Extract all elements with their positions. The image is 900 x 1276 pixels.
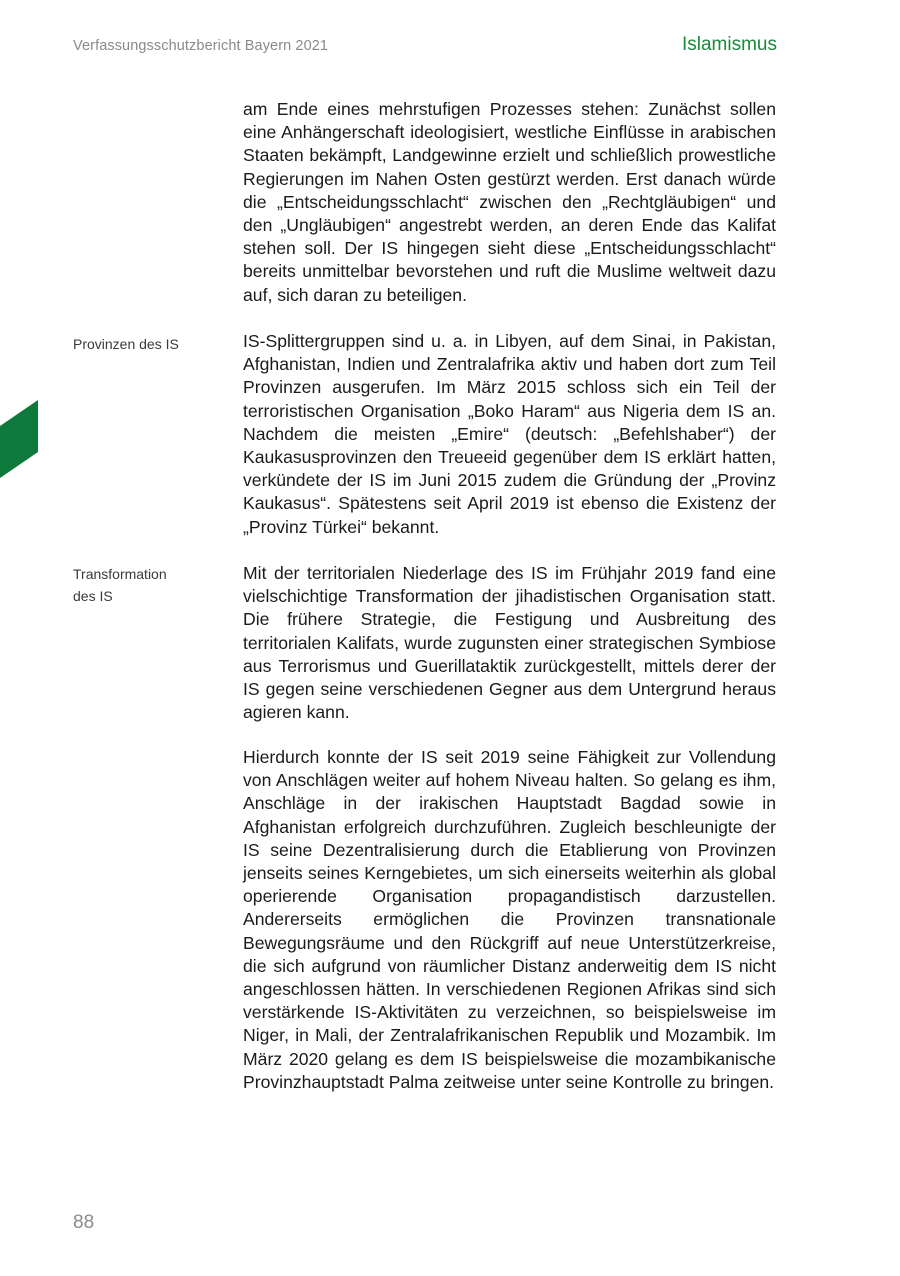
page-number: 88 xyxy=(73,1212,95,1233)
section-title: Islamismus xyxy=(681,34,777,55)
paragraph-continuation: am Ende eines mehrstufigen Prozesses stehen: Zunächst sollen eine Anhängerschaft ideologisiert, westliche Einflüsse in arabischen Staaten bekämpft, Landgewinne erzielt und schließlich prowestliche Regierungen im Nahen Osten gestürzt werden. Erst danach würde die „Entscheidungsschlacht“ zwischen den „Rechtgläubigen“ und den „Ungläubigen“ angestrebt werden, an deren Ende das Kalifat stehen soll. Der IS hingegen sieht diese „Entscheidungsschlacht“ bereits unmittelbar bevorstehen und ruft die Muslime weltweit dazu auf, sich daran zu beteiligen. xyxy=(243,99,776,305)
margin-note-line: des IS xyxy=(73,588,113,604)
paragraph-provinzen: IS-Splittergruppen sind u. a. in Libyen, auf dem Sinai, in Pakistan, Afghanistan, Indien und Zentralafrika aktiv und haben dort zum Teil Provinzen ausgerufen. Im März 2015 schloss sich ein Teil der terroristischen Organisation „Boko Haram“ aus Nigeria dem IS an. Nachdem die meisten „Emire“ (deutsch: „Befehlshaber“) der Kaukasusprovinzen den Treueeid gegenüber dem IS erklärt hatten, verkündete der IS im Juni 2015 zudem die Gründung der „Provinz Kaukasus“. Spätestens seit April 2019 ist ebenso die Existenz der „Provinz Türkei“ bekannt. xyxy=(243,331,776,537)
margin-note-transformation xyxy=(73,563,223,607)
margin-note-line: Transformation xyxy=(73,566,167,582)
paragraph-transformation: Mit der territorialen Niederlage des IS im Frühjahr 2019 fand eine vielschichtige Transformation der jihadistischen Organisation statt. Die frühere Strategie, die Festigung und Ausbreitung des territorialen Kalifats, wurde zugunsten einer strategischen Symbiose aus Terrorismus und Guerillataktik zurückgestellt, mittels derer der IS gegen seine verschiedenen Gegner aus dem Untergrund heraus agieren kann. xyxy=(243,563,776,723)
section-tab-shape xyxy=(0,400,38,478)
running-header-title: Verfassungsschutzbericht Bayern 2021 xyxy=(73,38,329,54)
margin-note-provinzen: Provinzen des IS xyxy=(73,336,179,352)
section-tab-marker xyxy=(0,400,38,478)
paragraph-anschlaege: Hierdurch konnte der IS seit 2019 seine Fähigkeit zur Vollendung von Anschlägen weiter auf hohem Niveau halten. So gelang es ihm, Anschläge in der irakischen Hauptstadt Bagdad sowie in Afghanistan erfolgreich durchzuführen. Zugleich beschleunigte der IS seine Dezentralisierung durch die Etablierung von Provinzen jenseits seines Kerngebietes, um sich einerseits weiterhin als global operierende Organisation propagandistisch darzustellen. Andererseits ermöglichen die Provinzen transnationale Bewegungsräume und den Rückgriff auf neue Unterstützerkreise, die sich aufgrund von räumlicher Distanz anderweitig dem IS nicht angeschlossen hätten. In verschiedenen Regionen Afrikas sind sich verstärkende IS-Aktivitäten zu verzeichnen, so beispielsweise im Niger, in Mali, der Zentralafrikanischen Republik und Mozambik. Im März 2020 gelang es dem IS beispielsweise die mozambikanische Provinzhauptstadt Palma zeitweise unter seine Kontrolle zu bringen. xyxy=(243,747,776,1092)
